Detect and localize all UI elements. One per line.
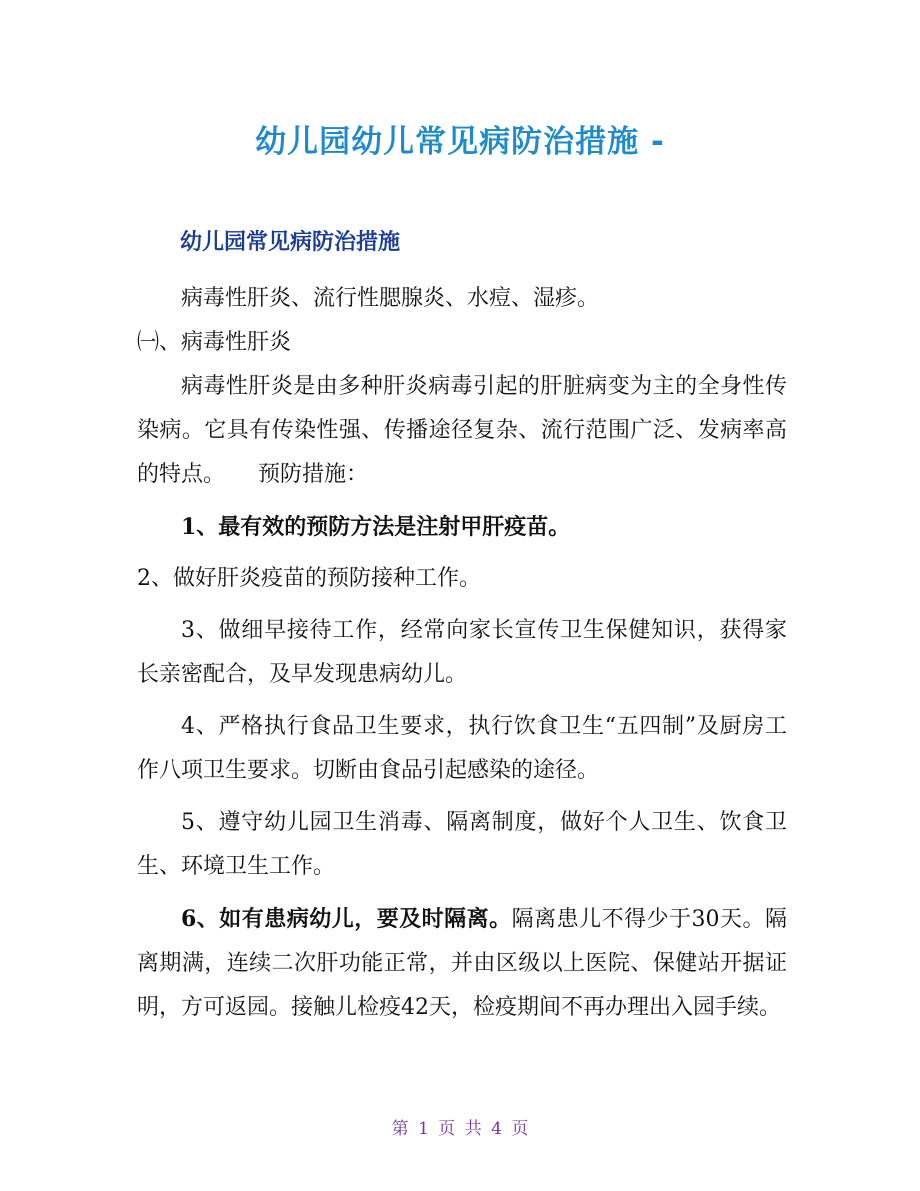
intro-paragraph: 病毒性肝炎、流行性腮腺炎、水痘、湿疹。 (181, 286, 600, 311)
measure-1: 1、最有效的预防方法是注射甲肝疫苗。 (181, 514, 571, 540)
section-heading-hepatitis: ㈠、病毒性肝炎 (137, 330, 292, 355)
document-body (137, 277, 787, 1030)
section-heading: 幼儿园常见病防治措施 (180, 230, 401, 255)
hepatitis-description: 病毒性肝炎是由多种肝炎病毒引起的肝脏病变为主的全身性传染病。它具有传染性强、传播途径复杂、流行范围广泛、发病率高的特点。 预防措施： (137, 374, 787, 487)
page-number: 第 1 页 共 4 页 (391, 1119, 529, 1139)
measure-2: 2、做好肝炎疫苗的预防接种工作。 (137, 566, 481, 591)
measure-6-lead: 6、如有患病幼儿，要及时隔离。 (181, 906, 512, 932)
measure-3: 3、做细早接待工作，经常向家长宣传卫生保健知识，获得家长亲密配合，及早发现患病幼儿。 (137, 618, 787, 687)
measure-5: 5、遵守幼儿园卫生消毒、隔离制度，做好个人卫生、饮食卫生、环境卫生工作。 (137, 810, 787, 879)
measure-6 (137, 897, 787, 1030)
document-title: 幼儿园幼儿常见病防治措施 - (255, 124, 665, 160)
measure-6-detail: 隔离患儿不得少于30天。隔离期满，连续二次肝功能正常，并由区级以上医院、保健站开据证明，方可返园。接触儿检疫42天，检疫期间不再办理出入园手续。 (137, 907, 788, 1020)
measure-4: 4、严格执行食品卫生要求，执行饮食卫生“五四制”及厨房工作八项卫生要求。切断由食品引起感染的途径。 (137, 714, 787, 783)
